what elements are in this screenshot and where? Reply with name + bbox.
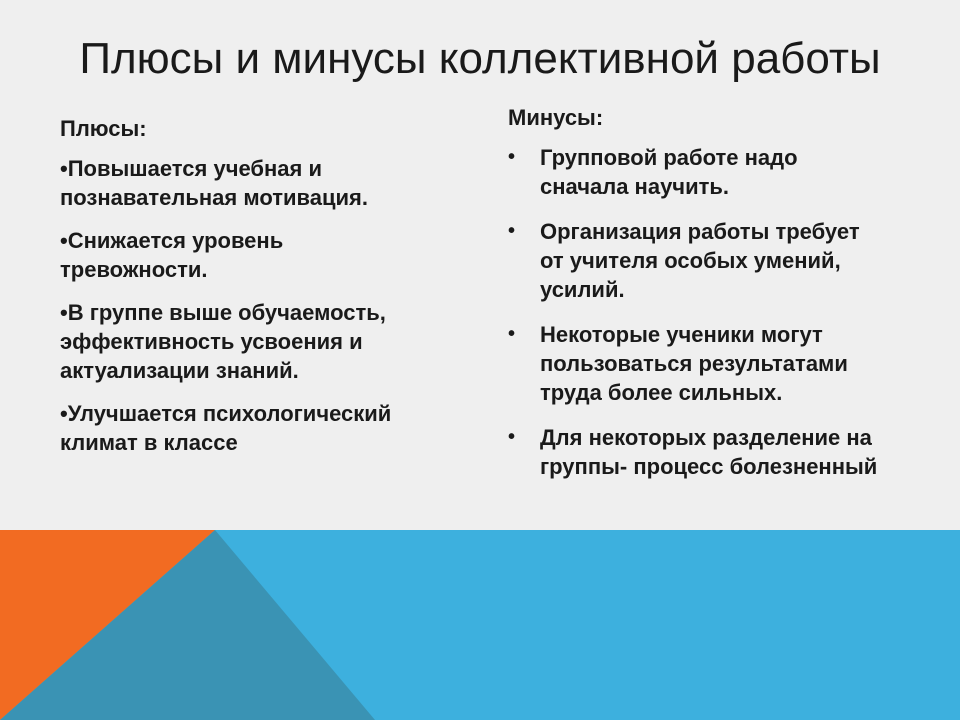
cons-item-text: Организация работы требует от учителя особых умений, усилий. <box>540 219 860 302</box>
slide-title: Плюсы и минусы коллективной работы <box>79 34 881 83</box>
pros-item: •Улучшается психологический климат в классе <box>60 401 392 455</box>
cons-heading: Минусы: <box>508 105 604 130</box>
pros-item: •В группе выше обучаемость, эффективность усвоения и актуализации знаний. <box>60 300 386 383</box>
cons-item <box>508 143 888 201</box>
pros-item: •Снижается уровень тревожности. <box>60 228 284 282</box>
cons-item <box>508 217 888 304</box>
cons-item <box>508 423 888 481</box>
cons-column <box>508 103 888 497</box>
bullet-icon: • <box>508 220 516 242</box>
cons-item-text: Для некоторых разделение на группы- процесс болезненный <box>540 425 878 479</box>
pros-heading: Плюсы: <box>60 116 147 141</box>
cons-item-text: Некоторые ученики могут пользоваться результатами труда более сильных. <box>540 322 848 405</box>
pros-item: •Повышается учебная и познавательная мотивация. <box>60 156 368 210</box>
cons-item-text: Групповой работе надо сначала научить. <box>540 145 798 199</box>
cons-item <box>508 320 888 407</box>
bullet-icon: • <box>508 323 516 345</box>
bullet-icon: • <box>508 146 516 168</box>
bullet-icon: • <box>508 426 516 448</box>
pros-column <box>60 114 430 471</box>
